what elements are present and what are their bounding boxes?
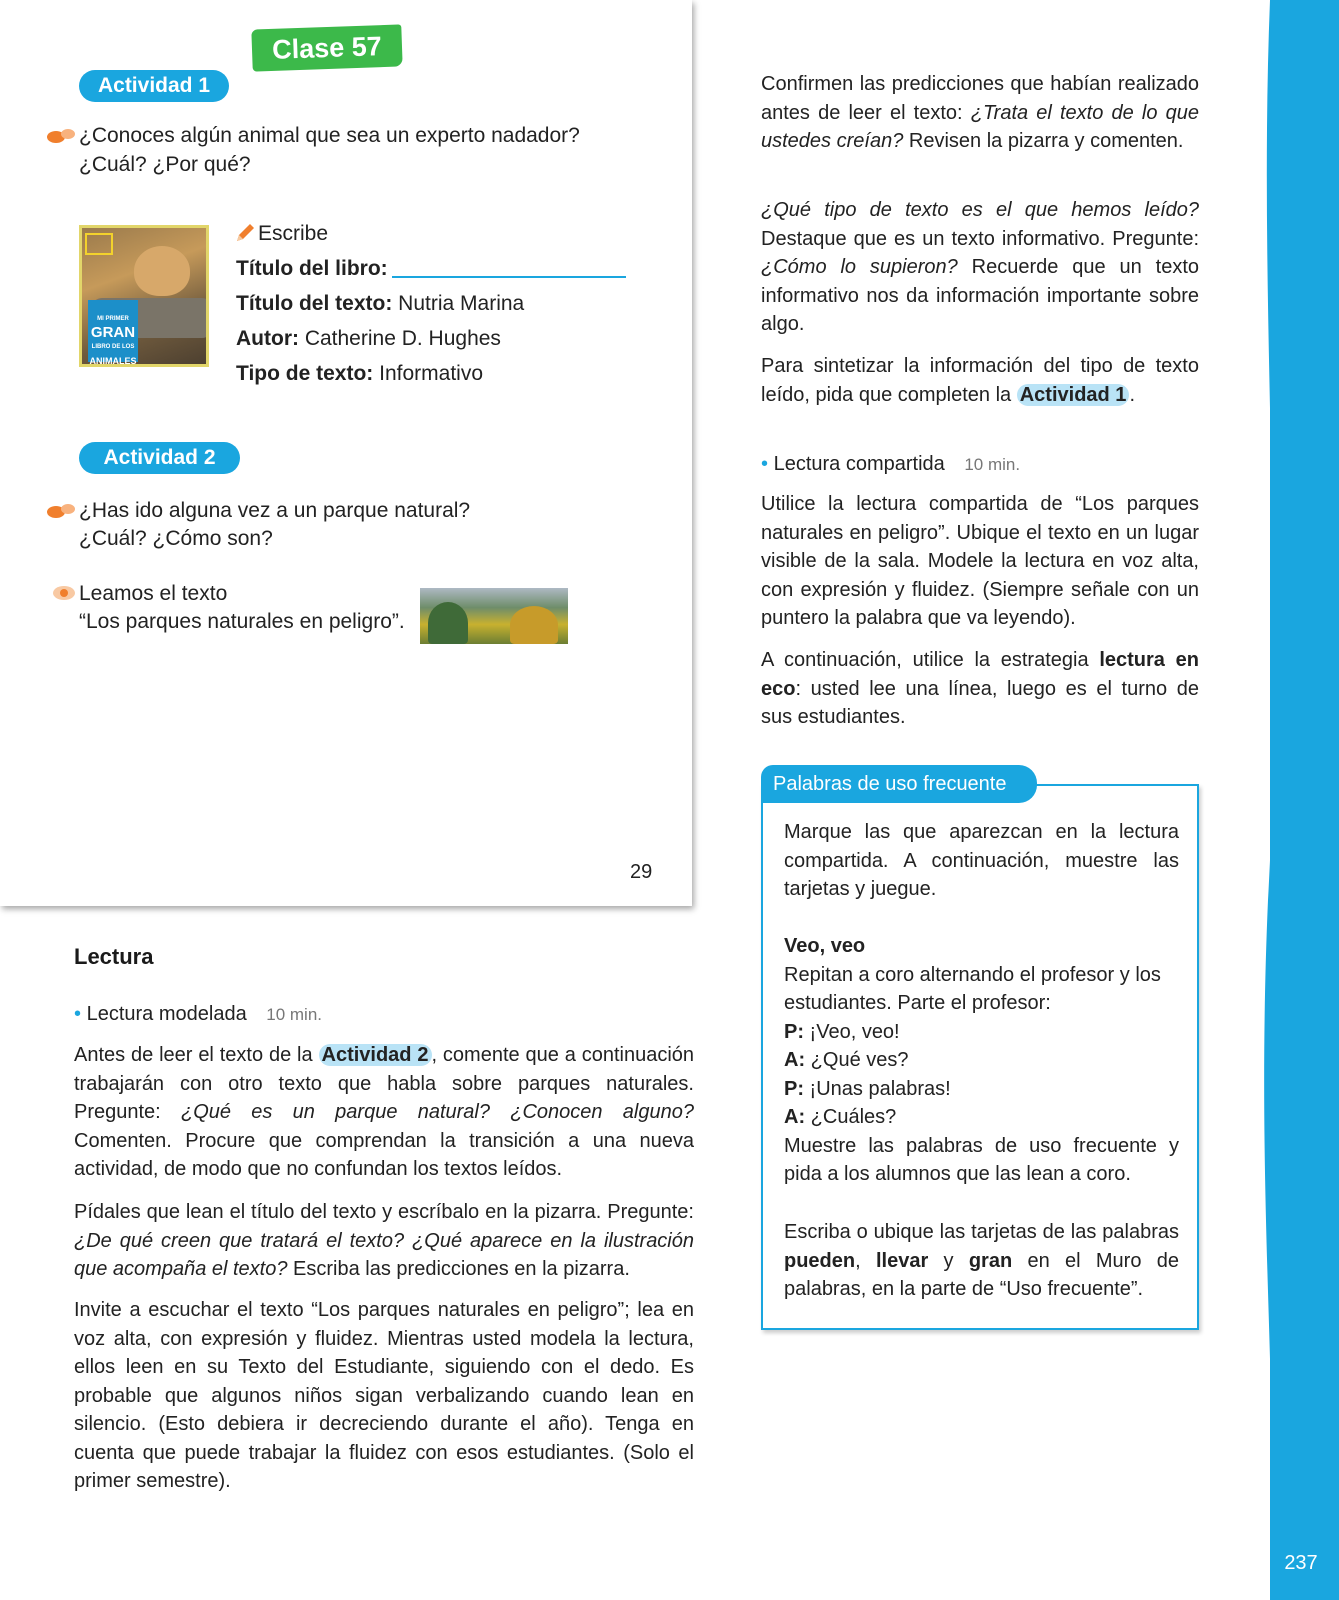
bullet-icon: • bbox=[761, 453, 769, 475]
titulo-libro-label: Título del libro: bbox=[236, 257, 388, 280]
actividad-2-highlight: Actividad 2 bbox=[319, 1044, 432, 1066]
actividad-1-question-line1: ¿Conoces algún animal que sea un experto nadador? bbox=[79, 124, 580, 147]
titulo-texto-value: Nutria Marina bbox=[398, 292, 525, 315]
student-page-reproduction bbox=[0, 0, 692, 906]
titulo-texto-row bbox=[236, 290, 524, 318]
leamos-line1: Leamos el texto bbox=[79, 582, 228, 605]
actividad-2-question-line2: ¿Cuál? ¿Cómo son? bbox=[79, 527, 273, 550]
bullet-title: Lectura modelada bbox=[86, 1003, 247, 1025]
tipo-texto-value: Informativo bbox=[379, 362, 483, 385]
leamos-line2: “Los parques naturales en peligro”. bbox=[79, 610, 405, 633]
actividad-1-badge: Actividad 1 bbox=[79, 70, 229, 102]
lectura-compartida-bullet bbox=[761, 450, 1199, 480]
student-page-number: 29 bbox=[630, 861, 653, 883]
escribe-label: Escribe bbox=[258, 222, 329, 245]
left-paragraph-1: Antes de leer el texto de la Actividad 2 , comente que a continuación trabajarán con otro texto que habla sobre parques naturales. Pregunte: ¿Qué es un parque natural? ¿Conocen alguno? Comenten. Procure que comprendan la transición a una nueva actividad, de modo que no confundan los textos leídos. bbox=[74, 1044, 695, 1180]
autor-value: Catherine D. Hughes bbox=[304, 327, 501, 350]
actividad-1-question-line2: ¿Cuál? ¿Por qué? bbox=[79, 153, 251, 176]
titulo-texto-label: Título del texto: bbox=[236, 292, 393, 315]
autor-row bbox=[236, 325, 501, 353]
book-cover-image bbox=[79, 225, 209, 367]
clase-badge: Clase 57 bbox=[251, 24, 402, 71]
lectura-heading: Lectura bbox=[74, 944, 154, 969]
right-paragraph-3: Para sintetizar la información del tipo de texto leído, pida que completen la Actividad 1 . bbox=[761, 355, 1199, 406]
lion-cub-icon bbox=[134, 246, 190, 296]
page-number: 237 bbox=[1284, 1552, 1318, 1574]
veo-veo-game: Veo, veo Repitan a coro alternando el profesor y los estudiantes. Parte el profesor: P: ¡Veo, veo! A: ¿Qué ves? P: ¡Unas palabras! A: ¿Cuáles? Muestre las palabras de uso frecuente y pida a los alumnos que las lean a coro. bbox=[784, 935, 1179, 1185]
left-paragraph-3: Invite a escuchar el texto “Los parques naturales en peligro”; lea en voz alta, con expresión y fluidez. Mientras usted modela la lectura, ellos leen en su Texto del Estudiante, siguiendo con el dedo. Es probable que algunos niños sigan verbalizando cuando lean en silencio. (Esto debiera ir decreciendo durante el año). Tenga en cuenta que puede trabajar la fluidez con esos estudiantes. (Solo el primer semestre). bbox=[74, 1299, 694, 1492]
time-label: 10 min. bbox=[266, 1005, 322, 1024]
speech-bubbles-icon bbox=[46, 503, 76, 519]
book-cover-title: MI PRIMER GRAN LIBRO DE LOS ANIMALES bbox=[88, 300, 138, 362]
game-title: Veo, veo bbox=[784, 935, 866, 957]
palabras-paragraph-3: Escriba o ubique las tarjetas de las palabras pueden, llevar y gran en el Muro de palabras, en la parte de “Uso frecuente”. bbox=[784, 1221, 1179, 1300]
eye-icon bbox=[52, 584, 76, 602]
palabras-box-title: Palabras de uso frecuente bbox=[761, 765, 1037, 803]
actividad-1-highlight: Actividad 1 bbox=[1017, 384, 1130, 406]
bullet-icon: • bbox=[74, 1003, 82, 1025]
publisher-logo bbox=[85, 233, 113, 255]
park-landscape-image bbox=[420, 588, 568, 644]
actividad-2-question-line1: ¿Has ido alguna vez a un parque natural? bbox=[79, 499, 471, 522]
autor-label: Autor: bbox=[236, 327, 299, 350]
actividad-2-badge: Actividad 2 bbox=[79, 442, 240, 474]
right-paragraph-4: Utilice la lectura compartida de “Los parques naturales en peligro”. Ubique el texto en un lugar visible de la sala. Modele la lectura en voz alta, con expresión y fluidez. (Siempre señale con un puntero la palabra que va leyendo). bbox=[761, 493, 1199, 629]
right-paragraph-5: A continuación, utilice la estrategia lectura en eco: usted lee una línea, luego es el turno de sus estudiantes. bbox=[761, 649, 1199, 728]
tipo-texto-row bbox=[236, 360, 483, 388]
speech-bubbles-icon bbox=[46, 128, 76, 144]
right-paragraph-1: Confirmen las predicciones que habían realizado antes de leer el texto: ¿Trata el texto de lo que ustedes creían? Revisen la pizarra y comenten. bbox=[761, 73, 1199, 152]
lectura-modelada-bullet bbox=[74, 1000, 694, 1030]
right-paragraph-2: ¿Qué tipo de texto es el que hemos leído? Destaque que es un texto informativo. Pregunte: ¿Cómo lo supieron? Recuerde que un texto informativo nos da información importante sobre algo. bbox=[761, 199, 1199, 335]
palabras-paragraph-1: Marque las que aparezcan en la lectura compartida. A continuación, muestre las tarjetas y juegue. bbox=[784, 821, 1179, 900]
tipo-texto-label: Tipo de texto: bbox=[236, 362, 374, 385]
time-label: 10 min. bbox=[964, 455, 1021, 474]
pencil-icon bbox=[234, 222, 256, 244]
left-paragraph-2: Pídales que lean el título del texto y escríbalo en la pizarra. Pregunte: ¿De qué creen que tratará el texto? ¿Qué aparece en la ilustración que acompaña el texto? Escriba las predicciones en la pizarra. bbox=[74, 1201, 694, 1280]
blue-side-band bbox=[1270, 0, 1339, 1600]
write-line bbox=[392, 276, 626, 278]
bullet-title: Lectura compartida bbox=[773, 453, 945, 475]
